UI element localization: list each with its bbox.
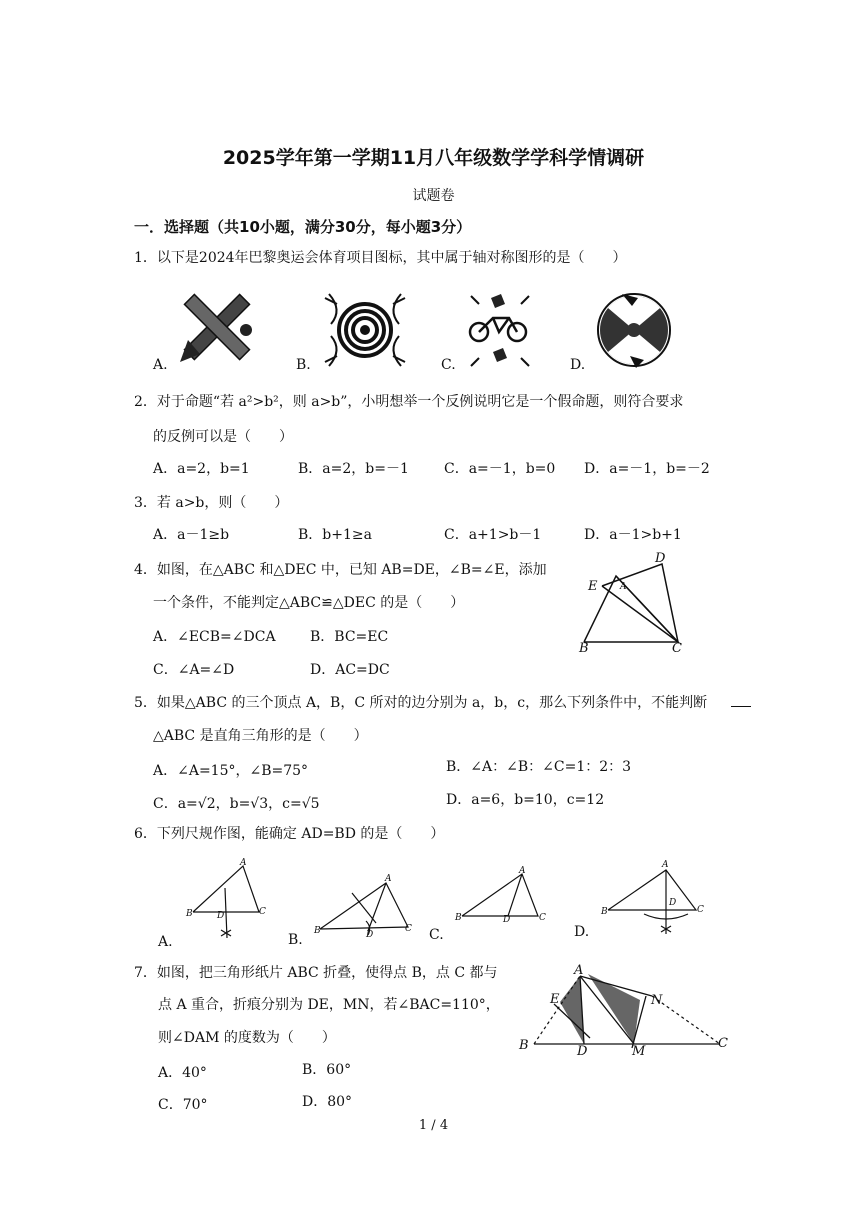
question-4-line2: 一个条件，不能判定△ABC≌△DEC 的是（ ） [153,595,465,611]
question-3-text: 3．若 a>b，则（ ） [134,495,289,511]
q4-label-b: B [579,641,589,656]
q6-figure-d [604,862,704,940]
q2-option-a: A．a=2，b=1 [153,461,250,477]
archery-target-icon [323,288,407,372]
q6a-label-b: B [186,909,193,919]
q5-option-c: C．a=√2，b=√3，c=√5 [153,796,320,812]
question-6-text: 6．下列尺规作图，能确定 AD=BD 的是（ ） [134,826,445,842]
q7-label-c: C [718,1036,728,1051]
q6a-label-c: C [259,907,266,917]
q1-option-a-label: A. [153,357,168,373]
q7-option-a: A．40° [158,1065,207,1081]
q4-option-a: A．∠ECB=∠DCA [153,629,276,645]
q7-label-n: N [651,993,663,1008]
q6b-label-b: B [314,926,321,936]
q6c-label-d: D [503,915,511,925]
question-1-text: 1．以下是2024年巴黎奥运会体育项目图标，其中属于轴对称图形的是（ ） [134,250,627,266]
q6b-label-a: A [385,874,392,884]
question-2-line2: 的反例可以是（ ） [153,429,293,445]
q6-option-d-label: D. [574,924,590,940]
q2-option-c: C．a=－1，b=0 [444,461,556,477]
page-number: 1 / 4 [418,1118,449,1133]
q3-option-d: D．a－1>b+1 [584,527,682,543]
q4-label-d: D [655,551,666,566]
cycling-icon [465,292,537,370]
q7-figure [528,966,728,1056]
page-subtitle: 试题卷 [412,188,455,204]
q2-option-d: D．a=－1，b=－2 [584,461,710,477]
q1-option-d-label: D. [570,357,586,373]
q7-label-b: B [519,1038,529,1053]
q6c-label-c: C [539,913,546,923]
question-4-line1: 4．如图，在△ABC 和△DEC 中，已知 AB=DE，∠B=∠E，添加 [134,562,547,578]
q5-option-b: B．∠A：∠B：∠C=1：2：3 [446,759,632,775]
q6d-label-c: C [697,905,704,915]
q4-label-a: A [620,582,627,592]
q6-figure-a [183,858,273,942]
question-5-line2: △ABC 是直角三角形的是（ ） [153,728,368,744]
badminton-icon [180,292,270,364]
q6c-label-b: B [455,913,462,923]
q6-option-b-label: B. [288,932,303,948]
q6d-label-b: B [601,907,608,917]
q3-option-b: B．b+1≥a [298,527,372,543]
q6-option-c-label: C. [429,927,444,943]
q4-option-b: B．BC=EC [310,629,389,645]
q7-label-d: D [577,1044,588,1059]
q5-option-a: A．∠A=15°，∠B=75° [153,763,309,779]
q6c-label-a: A [519,866,526,876]
q2-option-b: B．a=2，b=－1 [298,461,409,477]
q6b-label-c: C [405,924,412,934]
q1-option-b-label: B. [296,357,311,373]
q7-label-a: A [574,963,584,978]
q7-label-m: M [632,1044,646,1059]
question-7-line1: 7．如图，把三角形纸片 ABC 折叠，使得点 B，点 C 都与 [134,965,498,981]
question-7-line3: 则∠DAM 的度数为（ ） [158,1030,336,1046]
q6a-label-a: A [240,858,247,868]
q7-label-e: E [550,992,560,1007]
q3-option-a: A．a－1≥b [153,527,230,543]
q3-option-c: C．a+1>b－1 [444,527,542,543]
q5-option-d: D．a=6，b=10，c=12 [446,792,605,808]
q6-option-a-label: A. [158,934,173,950]
q1-option-c-label: C. [441,357,456,373]
q4-option-c: C．∠A=∠D [153,662,235,678]
q6b-label-d: D [366,930,374,940]
question-2-line1: 2．对于命题“若 a²>b²，则 a>b”，小明想举一个反例说明它是一个假命题，则符合要求 [134,394,684,410]
q6a-label-d: D [217,911,225,921]
q6d-label-a: A [662,860,669,870]
q7-option-c: C．70° [158,1097,208,1113]
q4-option-d: D．AC=DC [310,662,390,678]
question-5-line1: 5．如果△ABC 的三个顶点 A，B，C 所对的边分别为 a，b，c，那么下列条件中，不能判断 [134,695,708,711]
q6d-label-d: D [669,898,677,908]
q4-label-c: C [672,641,682,656]
q4-label-e: E [588,579,598,594]
shooting-icon [594,290,674,370]
answer-blank-line [731,706,751,707]
page-title: 2025学年第一学期11月八年级数学学科学情调研 [222,147,645,169]
section-heading: 一．选择题（共10小题，满分30分，每小题3分） [134,218,472,236]
q7-option-d: D．80° [302,1094,353,1110]
q7-option-b: B．60° [302,1062,352,1078]
question-7-line2: 点 A 重合，折痕分别为 DE，MN，若∠BAC=110°， [158,997,500,1013]
